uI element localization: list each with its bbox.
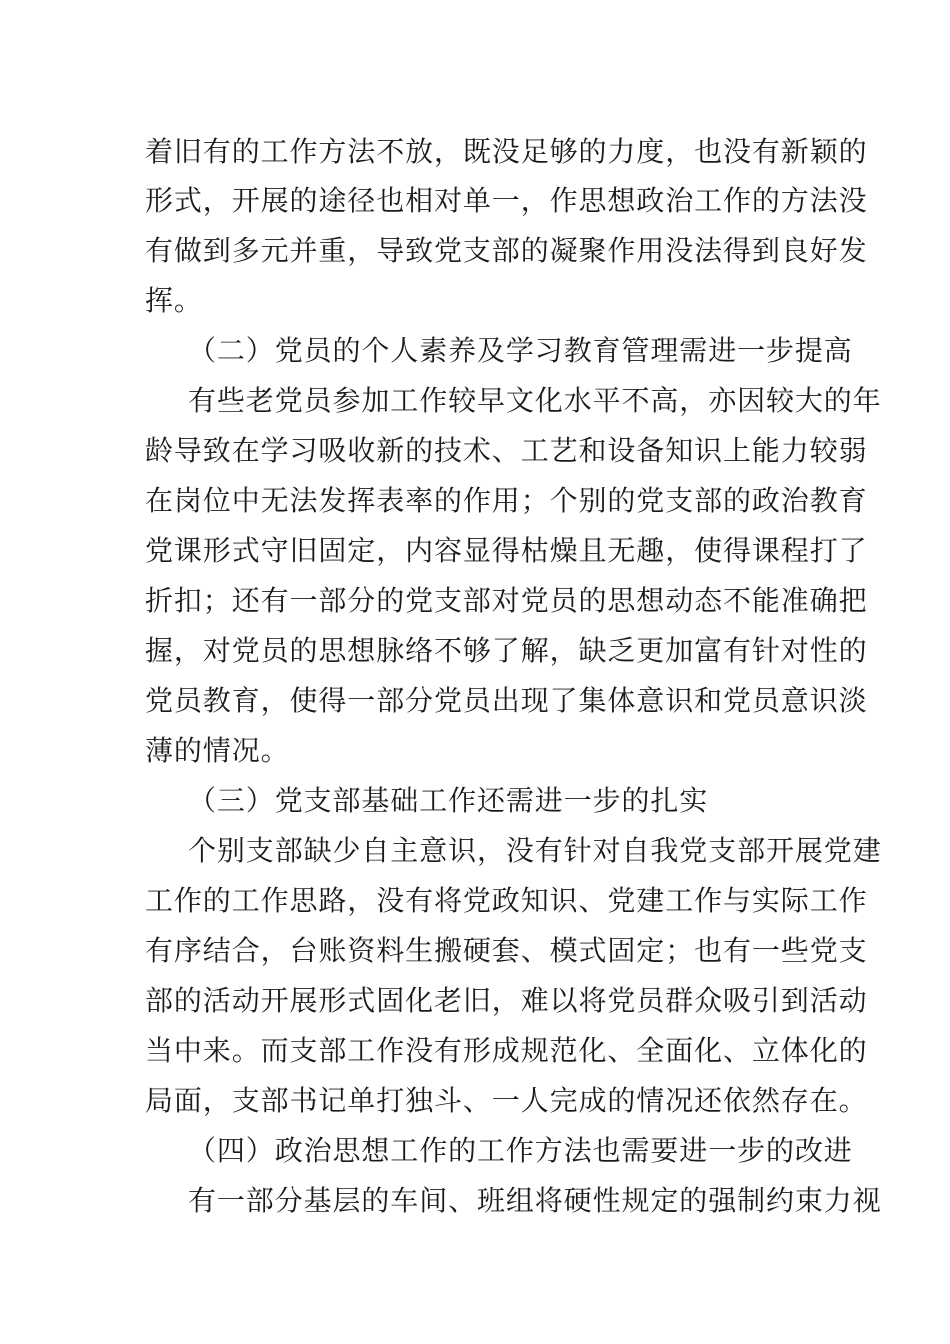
paragraph-line: 党课形式守旧固定，内容显得枯燥且无趣，使得课程打了 [145, 534, 868, 567]
paragraph-line: 形式，开展的途径也相对单一，作思想政治工作的方法没 [145, 184, 868, 217]
section-heading: （四）政治思想工作的工作方法也需要进一步的改进 [188, 1134, 853, 1167]
paragraph-line: 工作的工作思路，没有将党政知识、党建工作与实际工作 [145, 884, 868, 917]
paragraph-line: 挥。 [145, 284, 203, 317]
section-heading: （三）党支部基础工作还需进一步的扎实 [188, 784, 709, 817]
paragraph-line: 个别支部缺少自主意识，没有针对自我党支部开展党建 [188, 834, 882, 867]
paragraph-line: 部的活动开展形式固化老旧，难以将党员群众吸引到活动 [145, 984, 868, 1017]
paragraph-line: 着旧有的工作方法不放，既没足够的力度，也没有新颖的 [145, 135, 868, 168]
paragraph-line: 在岗位中无法发挥表率的作用；个别的党支部的政治教育 [145, 484, 868, 517]
paragraph-line: 有些老党员参加工作较早文化水平不高，亦因较大的年 [188, 384, 882, 417]
paragraph-line: 有做到多元并重，导致党支部的凝聚作用没法得到良好发 [145, 234, 868, 267]
paragraph-line: 有一部分基层的车间、班组将硬性规定的强制约束力视 [188, 1184, 882, 1217]
paragraph-line: 薄的情况。 [145, 734, 290, 767]
paragraph-line: 折扣；还有一部分的党支部对党员的思想动态不能准确把 [145, 584, 868, 617]
paragraph-line: 有序结合，台账资料生搬硬套、模式固定；也有一些党支 [145, 934, 868, 967]
paragraph-line: 当中来。而支部工作没有形成规范化、全面化、立体化的 [145, 1034, 868, 1067]
paragraph-line: 局面，支部书记单打独斗、一人完成的情况还依然存在。 [145, 1084, 868, 1117]
paragraph-line: 龄导致在学习吸收新的技术、工艺和设备知识上能力较弱 [145, 434, 868, 467]
paragraph-line: 党员教育，使得一部分党员出现了集体意识和党员意识淡 [145, 684, 868, 717]
paragraph-line: 握，对党员的思想脉络不够了解，缺乏更加富有针对性的 [145, 634, 868, 667]
section-heading: （二）党员的个人素养及学习教育管理需进一步提高 [188, 334, 853, 367]
